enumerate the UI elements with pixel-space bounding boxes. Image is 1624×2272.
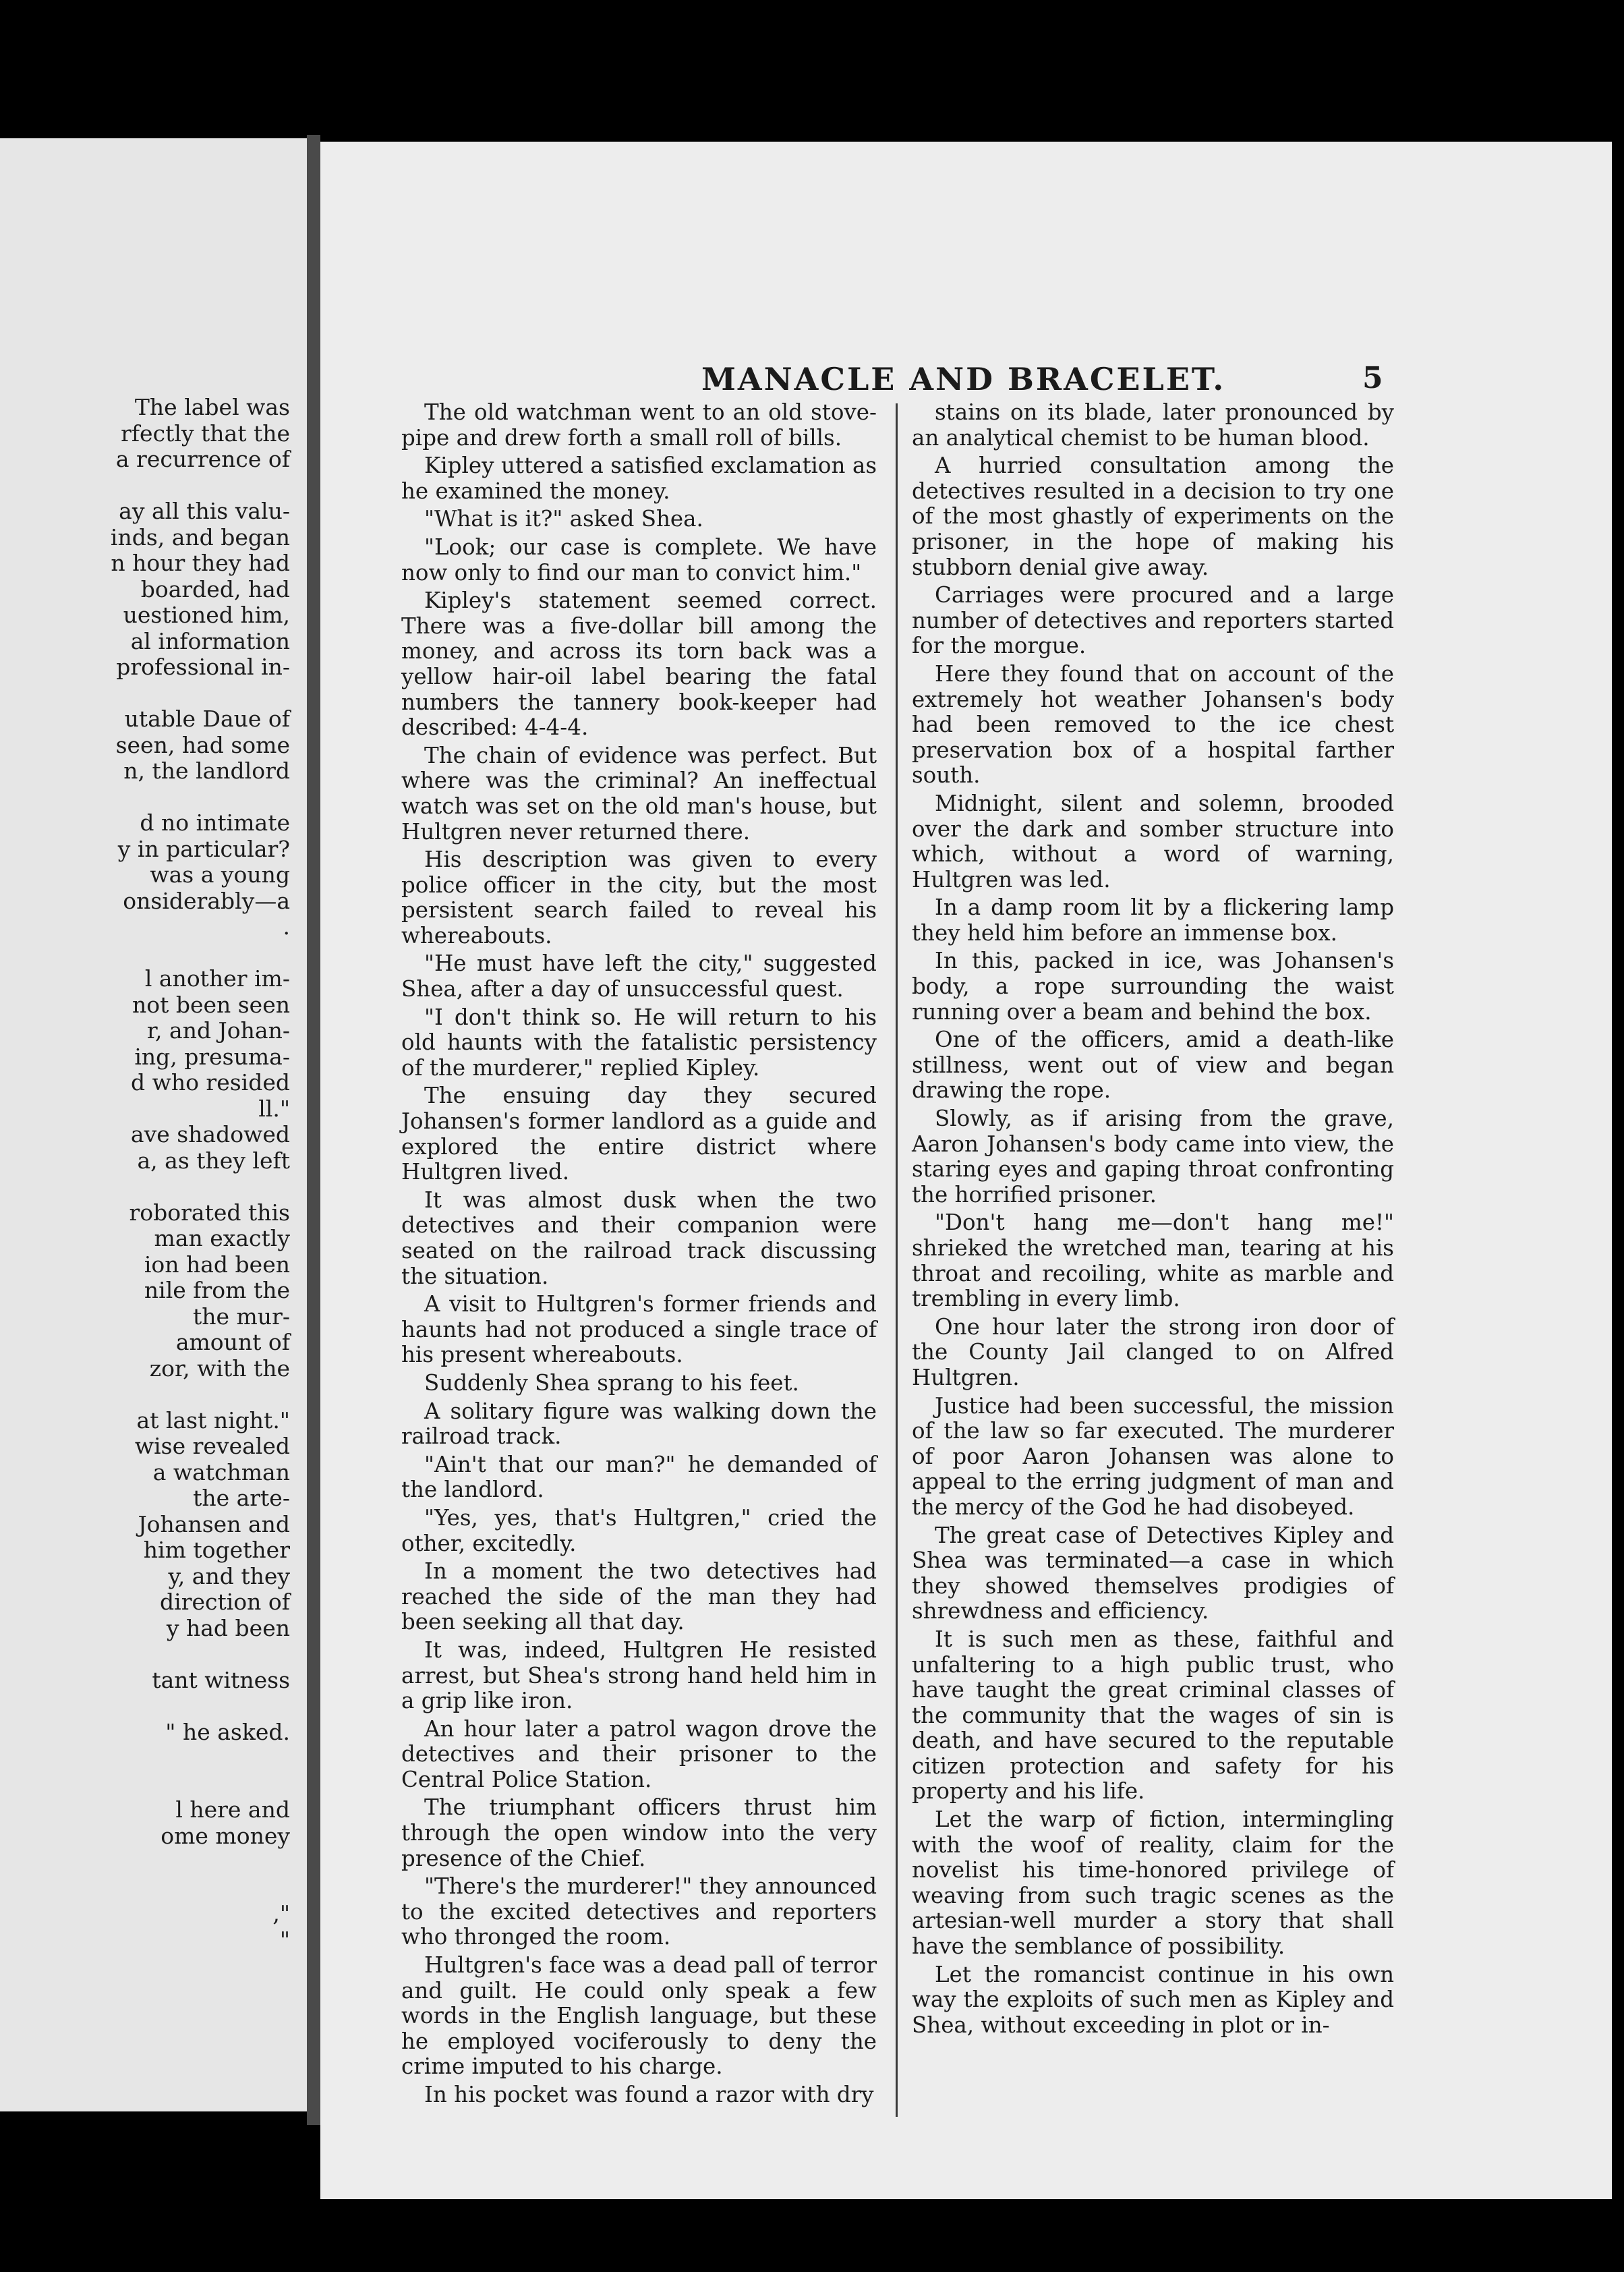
left-page-line: .: [283, 914, 290, 940]
paragraph: Justice had been successful, the mission of the law so far executed. The murderer of poor Aaron Johansen was alone to appeal to the erring judgment of man and the mercy of the God he had disobeyed.: [912, 1392, 1394, 1520]
left-page-line: [0, 681, 303, 707]
left-page-line: [0, 1174, 303, 1200]
paragraph: "Don't hang me—don't hang me!" shrieked the wretched man, tearing at his throat and recoiling, white as marble and trembling in every limb.: [912, 1210, 1394, 1312]
left-page-line: [0, 940, 303, 967]
left-page-line: was a young: [150, 862, 290, 888]
left-page-line: The label was: [134, 395, 290, 420]
running-head: MANACLE AND BRACELET.: [701, 361, 1226, 397]
paragraph: In a moment the two detectives had reached the side of the man they had been seeking all that day.: [401, 1558, 877, 1635]
left-page-line: ave shadowed: [130, 1122, 290, 1147]
left-page-line: ing, presuma-: [134, 1044, 290, 1070]
right-page: [320, 142, 1612, 2199]
paragraph: Let the romancist continue in his own way the exploits of such men as Kipley and Shea, without exceeding in plot or in-: [912, 1961, 1394, 2038]
left-page-line: y had been: [166, 1615, 290, 1641]
paragraph: The old watchman went to an old stove-pipe and drew forth a small roll of bills.: [401, 399, 877, 451]
left-page-line: rfectly that the: [121, 420, 290, 447]
left-page-line: [0, 1382, 303, 1408]
left-page-line: [0, 473, 303, 499]
paragraph: The triumphant officers thrust him through the open window into the very presence of the Chief.: [401, 1794, 877, 1871]
left-page-line: ay all this valu-: [119, 499, 290, 524]
left-page-line: [0, 1849, 303, 1875]
paragraph: It is such men as these, faithful and unfaltering to a high public trust, who have taught the great criminal classes of the community that the wages of sin is death, and have secured to the reputable citizen protection and safety for his property and his life.: [912, 1626, 1394, 1805]
paragraph: In a damp room lit by a flickering lamp they held him before an immense box.: [912, 894, 1394, 946]
left-page-line: the arte-: [193, 1485, 290, 1511]
left-page-line: onsiderably—a: [123, 888, 290, 914]
left-page-line: the mur-: [192, 1303, 290, 1330]
paragraph: A visit to Hultgren's former friends and haunts had not produced a single trace of his present whereabouts.: [401, 1291, 877, 1368]
paragraph: It was almost dusk when the two detectives and their companion were seated on the railroad track discussing the situation.: [401, 1187, 877, 1289]
left-page-line: ome money: [161, 1823, 290, 1849]
paragraph: Slowly, as if arising from the grave, Aaron Johansen's body came into view, the staring eyes and gaping throat confronting the horrified prisoner.: [912, 1106, 1394, 1208]
paragraph: "What is it?" asked Shea.: [424, 506, 703, 532]
left-page-line: [0, 1693, 303, 1720]
paragraph: It was, indeed, Hultgren He resisted arrest, but Shea's strong hand held him in a grip like iron.: [401, 1637, 877, 1714]
left-page-line: zor, with the: [149, 1355, 290, 1382]
paragraph: "Ain't that our man?" he demanded of the landlord.: [401, 1451, 877, 1503]
left-page-line: l here and: [175, 1797, 290, 1823]
paragraph: "Yes, yes, that's Hultgren," cried the other, excitedly.: [401, 1504, 877, 1556]
left-page-line: tant witness: [152, 1667, 290, 1693]
left-page-line: ,": [272, 1901, 290, 1927]
left-page-line: n, the landlord: [123, 758, 290, 784]
paragraph: One hour later the strong iron door of the County Jail clanged to on Alfred Hultgren.: [912, 1313, 1394, 1390]
left-page-text-column: [0, 395, 303, 1953]
paragraph: His description was given to every police officer in the city, but the most persistent search failed to reveal his whereabouts.: [401, 847, 877, 948]
text-column-left: [401, 400, 877, 2111]
paragraph: The chain of evidence was perfect. But where was the criminal? An ineffectual watch was set on the old man's house, but Hultgren never returned there.: [401, 742, 877, 845]
left-page-line: [0, 785, 303, 811]
paragraph: One of the officers, amid a death-like stillness, went out of view and began drawing the rope.: [912, 1027, 1394, 1104]
paragraph: "There's the murderer!" they announced to the excited detectives and reporters who thronged the room.: [401, 1873, 877, 1950]
left-page-line: inds, and began: [110, 524, 290, 550]
paragraph: "He must have left the city," suggested Shea, after a day of unsuccessful quest.: [401, 950, 877, 1002]
paragraph: Suddenly Shea sprang to his feet.: [424, 1369, 799, 1396]
left-page-line: a watchman: [152, 1459, 290, 1485]
paragraph: Hultgren's face was a dead pall of terror and guilt. He could only speak a few words in the English language, but these he employed vociferously to deny the crime imputed to his charge.: [401, 1952, 877, 2080]
left-page-line: a recurrence of: [115, 447, 290, 472]
left-page-line: d who resided: [130, 1070, 290, 1096]
left-page-line: seen, had some: [115, 732, 290, 758]
paragraph: Midnight, silent and solemn, brooded over the dark and somber structure into which, without a word of warning, Hultgren was led.: [912, 790, 1394, 892]
paragraph: The great case of Detectives Kipley and Shea was terminated—a case in which they showed themselves prodigies of shrewdness and efficiency.: [912, 1522, 1394, 1624]
left-page-line: [0, 1745, 303, 1771]
left-page-line: l another im-: [144, 966, 290, 992]
left-page-line: not been seen: [132, 992, 290, 1018]
paragraph: A hurried consultation among the detectives resulted in a decision to try one of the most ghastly of experiments on the prisoner, in the hope of making his stubborn denial give away.: [912, 453, 1394, 580]
left-page-line: amount of: [175, 1330, 290, 1355]
left-page-line: y, and they: [168, 1563, 290, 1589]
paragraph: A solitary figure was walking down the railroad track.: [401, 1398, 877, 1450]
paragraph: Kipley's statement seemed correct. There was a five-dollar bill among the money, and across its torn back was a yellow hair-oil label bearing the fatal numbers the tannery book-keeper had described: 4-4-4.: [401, 588, 877, 741]
left-page-line: al information: [130, 628, 290, 654]
left-page-line: him together: [143, 1537, 290, 1563]
book-gutter: [307, 135, 320, 2125]
page-number: 5: [1362, 361, 1383, 395]
paragraph: "I don't think so. He will return to his old haunts with the fatalistic persistency of the murderer," replied Kipley.: [401, 1004, 877, 1081]
left-page-line: roborated this: [129, 1199, 290, 1226]
left-page-line: man exactly: [154, 1226, 290, 1251]
paragraph: Here they found that on account of the extremely hot weather Johansen's body had been removed to the ice chest preservation box of a hospital farther south.: [912, 660, 1394, 789]
left-page-line: n hour they had: [111, 550, 290, 576]
left-page-line: [0, 1875, 303, 1902]
paragraph: stains on its blade, later pronounced by an analytical chemist to be human blood.: [912, 399, 1394, 451]
paragraph: Carriages were procured and a large number of detectives and reporters started for the morgue.: [912, 582, 1394, 659]
left-page-line: ion had been: [144, 1251, 290, 1278]
left-page-line: a, as they left: [137, 1147, 290, 1174]
paragraph: Let the warp of fiction, intermingling with the woof of reality, claim for the novelist his time-honored privilege of weaving from such tragic scenes as the artesian-well murder a story that shall have the semblance of possibility.: [912, 1807, 1394, 1960]
left-page-line: direction of: [160, 1589, 290, 1615]
paragraph: "Look; our case is complete. We have now only to find our man to convict him.": [401, 534, 877, 586]
paragraph: In his pocket was found a razor with dry: [424, 2082, 874, 2107]
paragraph: In this, packed in ice, was Johansen's body, a rope surrounding the waist running over a beam and behind the box.: [912, 948, 1394, 1025]
left-page-line: boarded, had: [140, 576, 290, 602]
column-divider: [896, 403, 898, 2117]
text-column-right: [912, 400, 1394, 2041]
left-page-line: y in particular?: [117, 836, 290, 862]
left-page-line: professional in-: [116, 654, 290, 680]
paragraph: Kipley uttered a satisfied exclamation as he examined the money.: [401, 453, 877, 504]
left-page-line: wise revealed: [134, 1433, 290, 1459]
left-page-line: [0, 1641, 303, 1668]
left-page-fragment: [0, 138, 307, 2111]
left-page-line: uestioned him,: [123, 602, 290, 628]
paragraph: The ensuing day they secured Johansen's former landlord as a guide and explored the entire district where Hultgren lived.: [401, 1083, 877, 1185]
left-page-line: ": [279, 1927, 290, 1953]
left-page-line: nile from the: [144, 1278, 290, 1303]
paragraph: An hour later a patrol wagon drove the detectives and their prisoner to the Central Police Station.: [401, 1715, 877, 1792]
left-page-line: r, and Johan-: [146, 1018, 290, 1044]
left-page-line: d no intimate: [140, 810, 290, 836]
left-page-line: " he asked.: [165, 1719, 290, 1745]
left-page-line: [0, 1771, 303, 1798]
left-page-line: at last night.": [136, 1407, 290, 1433]
left-page-line: utable Daue of: [124, 706, 290, 732]
left-page-line: ll.": [258, 1096, 290, 1122]
left-page-line: Johansen and: [138, 1511, 290, 1537]
